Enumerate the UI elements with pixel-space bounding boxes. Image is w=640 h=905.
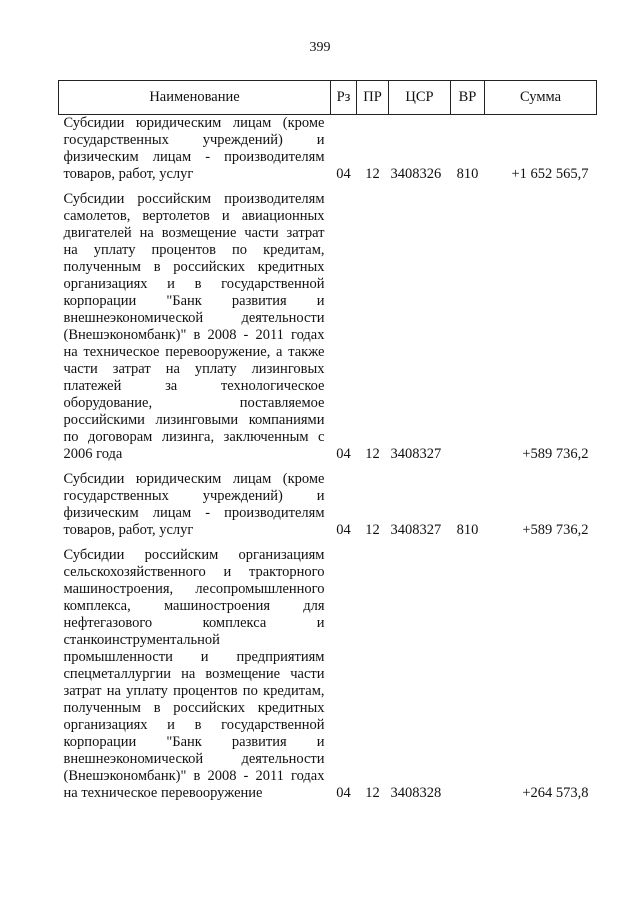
header-name: Наименование [59, 81, 331, 115]
budget-table [58, 80, 597, 802]
row-sum: +1 652 565,7 [511, 166, 589, 182]
row-name: Субсидии российским производителям самолетов, вертолетов и авиационных двигателей на возмещение части затрат на уплату процентов по кредитам, полученным в российских кредитных организациях и в государственной корпорации "Банк развития и внешнеэкономической деятельности (Внешэкономбанк)" в 2008 - 2011 годах на техническое перевооружение, а также части затрат на уплату лизинговых платежей за технологическое оборудование, поставляемое российскими лизинговыми компаниями по договорам лизинга, заключенным с 2006 года [63, 191, 325, 462]
row-vr: 810 [456, 166, 479, 182]
header-rz: Рз [331, 81, 357, 115]
row-rz: 04 [336, 522, 351, 538]
header-vr: ВР [451, 81, 485, 115]
row-vr: 810 [456, 522, 479, 538]
row-name: Субсидии российским организациям сельскохозяйственного и тракторного машиностроения, лесопромышленного комплекса, машиностроения для нефтегазового комплекса и станкоинструментальной промышленности и предприятиям спецметаллургии на возмещение части затрат на уплату процентов по кредитам, полученным в российских кредитных организациях и в государственной корпорации "Банк развития и внешнеэкономической деятельности (Внешэкономбанк)" в 2008 - 2011 годах на техническое перевооружение [63, 547, 325, 801]
row-pr: 12 [365, 785, 380, 801]
table-row [59, 463, 597, 539]
header-sum: Сумма [485, 81, 597, 115]
row-csr: 3408328 [390, 785, 442, 801]
row-csr: 3408327 [390, 446, 442, 462]
row-pr: 12 [365, 446, 380, 462]
header-csr: ЦСР [389, 81, 451, 115]
row-sum: +589 736,2 [522, 446, 589, 462]
row-csr: 3408327 [390, 522, 442, 538]
row-vr [451, 539, 485, 802]
row-vr [451, 183, 485, 463]
table-row [59, 115, 597, 184]
row-rz: 04 [336, 446, 351, 462]
row-name: Субсидии юридическим лицам (кроме государственных учреждений) и физическим лицам - производителям товаров, работ, услуг [63, 471, 325, 538]
row-rz: 04 [336, 166, 351, 182]
row-csr: 3408326 [390, 166, 442, 182]
table-row [59, 539, 597, 802]
header-pr: ПР [357, 81, 389, 115]
page-number: 399 [309, 40, 331, 55]
row-sum: +264 573,8 [522, 785, 589, 801]
row-pr: 12 [365, 522, 380, 538]
row-name: Субсидии юридическим лицам (кроме государственных учреждений) и физическим лицам - производителям товаров, работ, услуг [63, 115, 325, 182]
row-pr: 12 [365, 166, 380, 182]
row-sum: +589 736,2 [522, 522, 589, 538]
table-row [59, 183, 597, 463]
table-header-row [59, 81, 597, 115]
row-rz: 04 [336, 785, 351, 801]
